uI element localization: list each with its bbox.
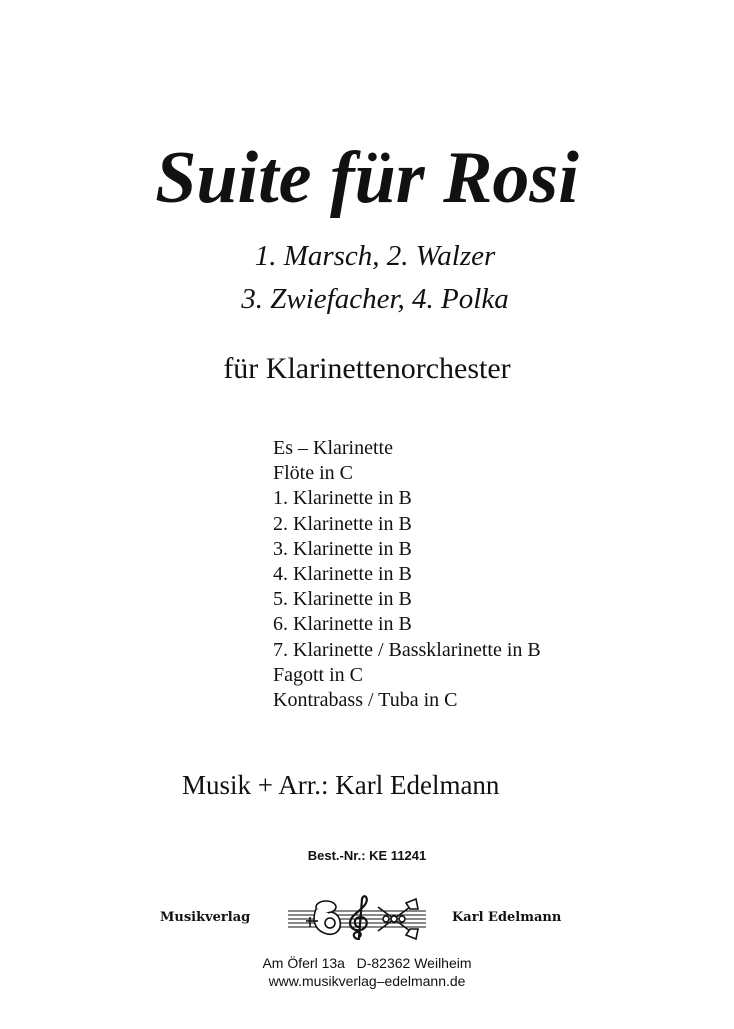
instrument-list [273,436,541,713]
instrument-item: 7. Klarinette / Bassklarinette in B [273,638,541,661]
instrument-item: Kontrabass / Tuba in C [273,689,458,712]
brass-instruments-treble-clef-logo-icon [286,893,428,943]
publisher-name-right: Karl Edelmann [452,910,562,925]
publisher-name-left: Musikverlag [160,910,251,925]
instrument-item: 4. Klarinette in B [273,563,412,586]
publisher-address: Am Öferl 13a D-82362 Weilheim [262,955,472,971]
order-number: Best.-Nr.: KE 11241 [307,848,427,863]
composer-credit: Musik + Arr.: Karl Edelmann [182,770,500,800]
instrument-item: 3. Klarinette in B [273,537,412,560]
instrument-item: 2. Klarinette in B [273,512,412,535]
score-title: Suite für Rosi [155,137,579,219]
instrument-item: 1. Klarinette in B [273,487,412,510]
instrument-item: 5. Klarinette in B [273,588,412,611]
publisher-website: www.musikverlag–edelmann.de [268,973,466,989]
instrument-item: Es – Klarinette [273,437,393,459]
instrument-item: Flöte in C [273,462,354,485]
ensemble-subtitle: für Klarinettenorchester [223,352,511,385]
instrument-item: 6. Klarinette in B [273,613,412,636]
instrument-item: Fagott in C [273,663,364,686]
movement-line-1: 1. Marsch, 2. Walzer [254,240,496,272]
movement-line-2: 3. Zwiefacher, 4. Polka [241,283,509,315]
publisher-row [0,890,734,950]
